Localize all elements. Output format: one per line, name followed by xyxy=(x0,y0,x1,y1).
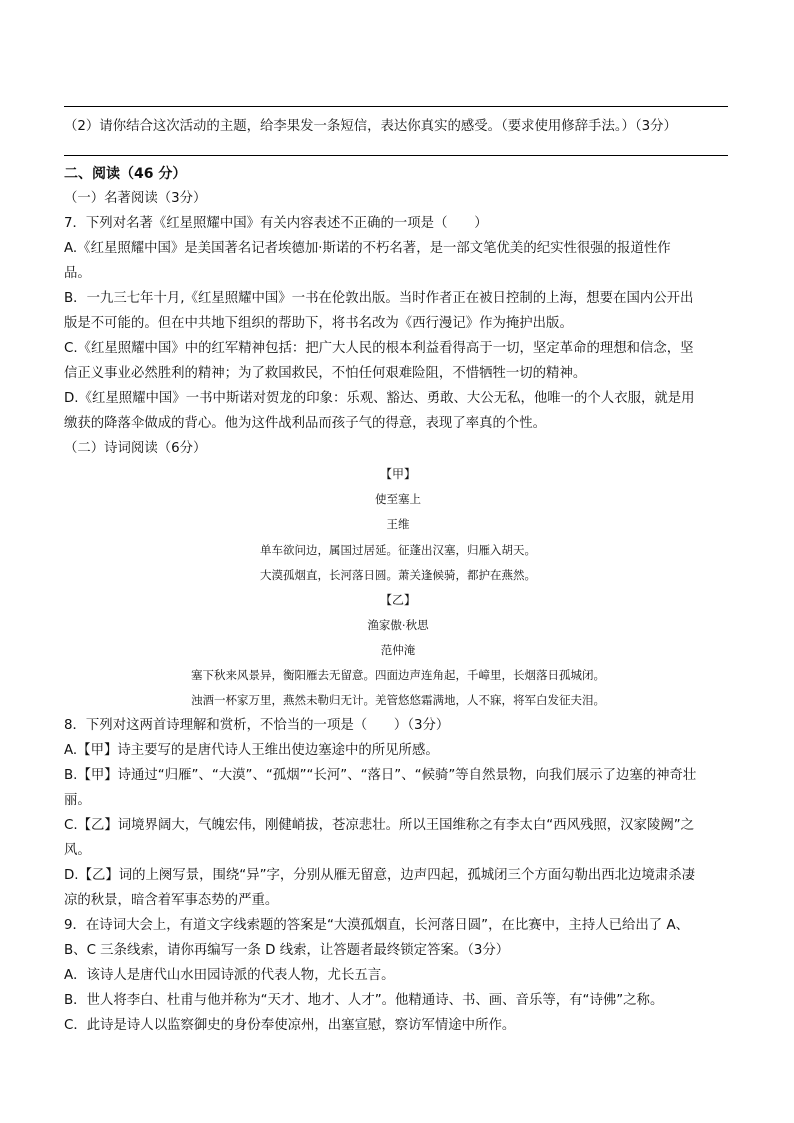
q8-option-d: D.【乙】词的上阕写景，围绕“异”字，分别从雁无留意，边声四起，孤城闭三个方面勾勒出西北边境肃杀凄 xyxy=(64,868,696,883)
poem-yi-author: 范仲淹 xyxy=(380,643,416,657)
part-1-title: （一）名著阅读（3分） xyxy=(64,191,207,206)
question-9-stem: 9．在诗词大会上，有道文字线索题的答案是“大漠孤烟直，长河落日圆”，在比赛中，主持人已给出了 A、 xyxy=(64,918,689,933)
poem-yi-mark: 【乙】 xyxy=(379,593,416,607)
poem-yi-title: 渔家傲·秋思 xyxy=(367,618,429,632)
q8-option-b-cont: 丽。 xyxy=(64,793,91,808)
poem-yi-line-1: 塞下秋来风景异，衡阳雁去无留意。四面边声连角起，千嶂里，长烟落日孤城闭。 xyxy=(191,668,605,682)
q9-clue-c: C．此诗是诗人以监察御史的身份奉使凉州，出塞宣慰，察访军情途中所作。 xyxy=(64,1018,516,1033)
q7-option-c: C.《红星照耀中国》中的红军精神包括：把广大人民的根本利益看得高于一切，坚定革命的理想和信念，坚 xyxy=(64,341,694,356)
q7-option-a: A.《红星照耀中国》是美国著名记者埃德加·斯诺的不朽名著，是一部文笔优美的纪实性很强的报道性作 xyxy=(64,241,671,256)
task-2-prompt: （2）请你结合这次活动的主题，给李果发一条短信，表达你真实的感受。（要求使用修辞手法。）（3分） xyxy=(64,119,677,134)
poem-jia-author: 王维 xyxy=(386,517,410,531)
answer-line xyxy=(64,106,728,107)
q7-option-a-cont: 品。 xyxy=(64,266,91,281)
q7-option-c-cont: 信正义事业必然胜利的精神；为了救国救民，不怕任何艰难险阻，不惜牺牲一切的精神。 xyxy=(64,366,587,381)
q7-option-b: B．一九三七年十月,《红星照耀中国》一书在伦敦出版。当时作者正在被日控制的上海，想要在国内公开出 xyxy=(64,291,694,306)
question-7-stem: 7．下列对名著《红星照耀中国》有关内容表述不正确的一项是（ ） xyxy=(64,216,488,231)
q7-option-b-cont: 版是不可能的。但在中共地下组织的帮助下，将书名改为《西行漫记》作为掩护出版。 xyxy=(64,316,573,331)
poem-jia-line-1: 单车欲问边，属国过居延。征蓬出汉塞，归雁入胡天。 xyxy=(260,543,536,557)
q8-option-c: C.【乙】词境界阔大，气魄宏伟，刚健峭拔，苍凉悲壮。所以王国维称之有李太白“西风残照，汉家陵阙”之 xyxy=(64,818,695,833)
q8-option-b: B.【甲】诗通过“归雁”、“大漠”、“孤烟”“长河”、“落日”、“候骑”等自然景物，向我们展示了边塞的神奇壮 xyxy=(64,768,697,783)
poem-jia-line-2: 大漠孤烟直，长河落日圆。萧关逢候骑，都护在燕然。 xyxy=(260,568,536,582)
part-2-title: （二）诗词阅读（6分） xyxy=(64,441,207,456)
question-9-stem-cont: B、C 三条线索，请你再编写一条 D 线索，让答题者最终锁定答案。（3分） xyxy=(64,943,510,958)
q7-option-d: D.《红星照耀中国》一书中斯诺对贺龙的印象：乐观、豁达、勇敢、大公无私，他唯一的个人衣服，就是用 xyxy=(64,391,695,406)
q9-clue-a: A．该诗人是唐代山水田园诗派的代表人物，尤长五言。 xyxy=(64,968,395,983)
q8-option-d-cont: 凉的秋景，暗含着军事态势的严重。 xyxy=(64,893,279,908)
section-title: 二、阅读（46 分） xyxy=(64,166,187,182)
q8-option-a: A.【甲】诗主要写的是唐代诗人王维出使边塞途中的所见所感。 xyxy=(64,743,439,758)
poem-yi-line-2: 浊酒一杯家万里，燕然未勒归无计。羌管悠悠霜满地，人不寐，将军白发征夫泪。 xyxy=(191,693,605,707)
q7-option-d-cont: 缴获的降落伞做成的背心。他为这件战利品而孩子气的得意，表现了率真的个性。 xyxy=(64,416,547,431)
q8-option-c-cont: 风。 xyxy=(64,843,91,858)
question-8-stem: 8．下列对这两首诗理解和赏析，不恰当的一项是（ ）（3分） xyxy=(64,718,450,733)
q9-clue-b: B．世人将李白、杜甫与他并称为“天才、地才、人才”。他精通诗、书、画、音乐等，有“诗佛”之称。 xyxy=(64,993,664,1008)
poem-jia-mark: 【甲】 xyxy=(379,467,416,481)
poem-jia-title: 使至塞上 xyxy=(375,492,421,506)
answer-line xyxy=(64,155,728,156)
